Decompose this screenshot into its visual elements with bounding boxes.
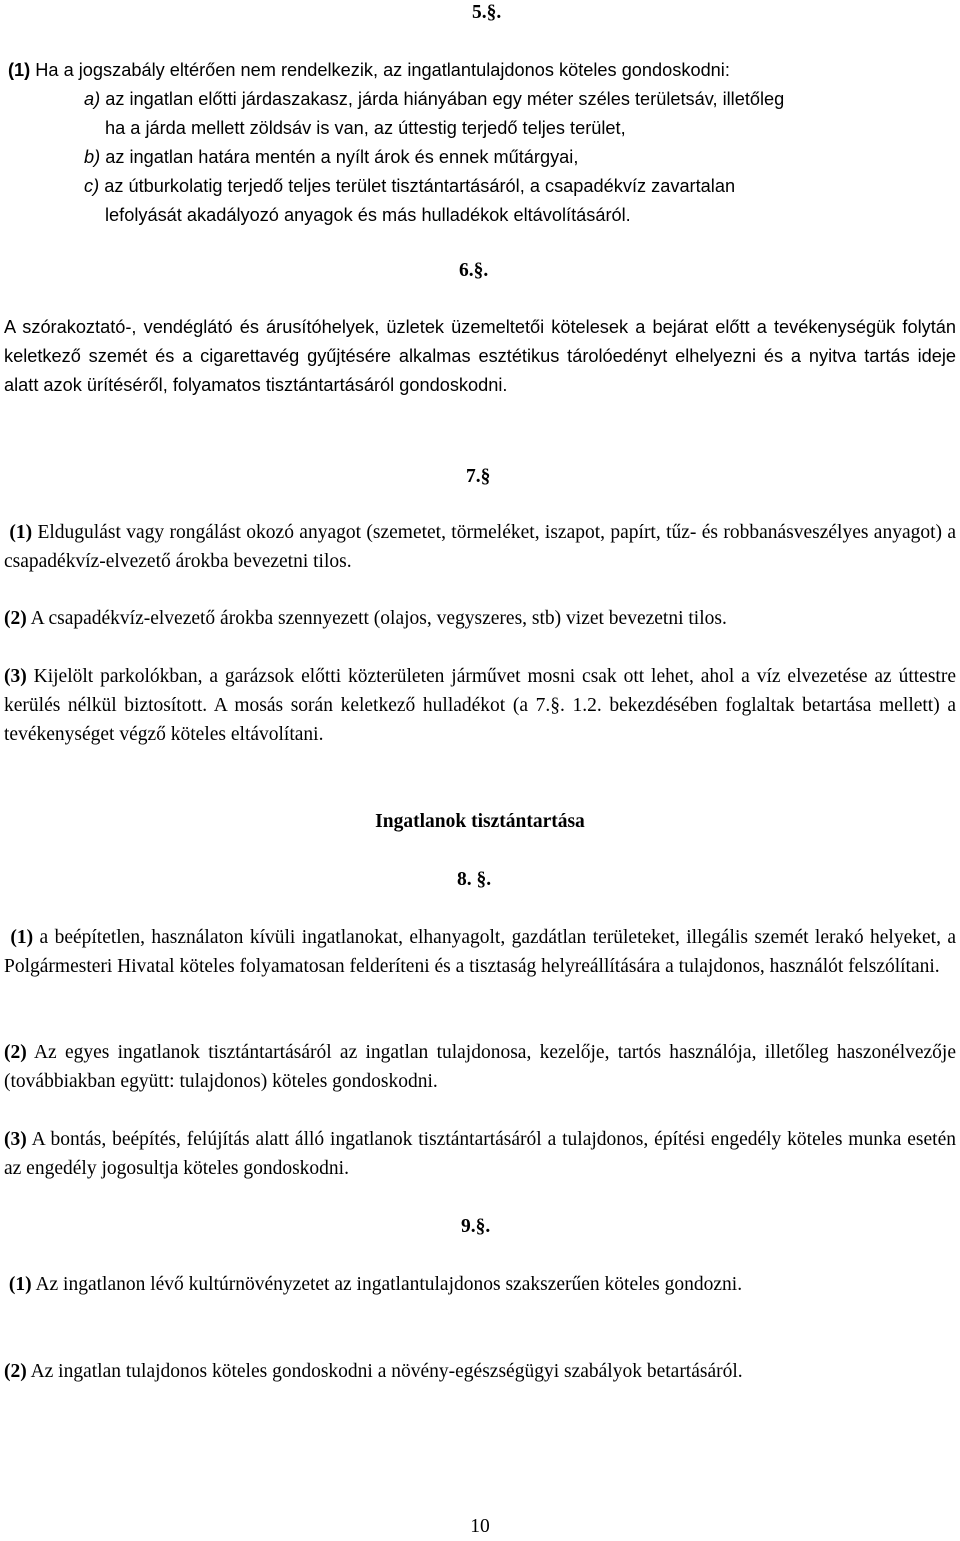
section-8-paragraph-1 [4, 923, 956, 981]
list-letter-b: b) [84, 147, 101, 167]
section-7-heading: 7.§ [466, 466, 491, 487]
section-6-heading: 6.§. [459, 260, 489, 281]
section-9-heading: 9.§. [461, 1216, 491, 1237]
paragraph-text: A bontás, beépítés, felújítás alatt álló ingatlanok tisztántartásáról a tulajdonos, építési engedély köteles munka esetén az engedély jogosultja köteles gondoskodni. [4, 1129, 956, 1179]
paragraph-number: (2) [4, 1361, 27, 1382]
paragraph-number: (1) [8, 1274, 32, 1295]
section-6-paragraph: A szórakoztató-, vendéglátó és árusítóhelyek, üzletek üzemeltetői kötelesek a bejárat előtt a tevékenységük folytán keletkező szemét és a cigarettavég gyűjtésére alkalmas esztétikus tárolóedényt elhelyezni és a nyitva tartás ideje alatt azok ürítéséről, folyamatos tisztántartásáról gondoskodni. [4, 317, 956, 395]
page-number: 10 [470, 1516, 490, 1537]
paragraph-number: (1) [9, 522, 33, 543]
section-7-paragraph-1 [4, 518, 956, 576]
list-item-a-text: az ingatlan előtti járdaszakasz, járda hiányában egy méter széles területsáv, illetőleg [105, 89, 785, 109]
paragraph-text: Kijelölt parkolókban, a garázsok előtti közterületen járművet mosni csak ott lehet, ahol a víz elvezetése az úttestre kerülés nélkül biztosított. A mosás során keletkező hulladékot (a 7.§. 1.2. bekezdésében foglaltak betartása mellett) a tevékenységet végző köteles eltávolítani. [4, 666, 956, 745]
list-item-a-continuation: ha a járda mellett zöldsáv is van, az úttestig terjedő teljes terület, [105, 118, 626, 138]
list-item-c-continuation: lefolyását akadályozó anyagok és más hulladékok eltávolításáról. [105, 205, 631, 225]
section-8-paragraph-3 [4, 1125, 956, 1183]
paragraph-number: (1) [8, 60, 31, 80]
list-item-c-text: az útburkolatig terjedő teljes terület tisztántartásáról, a csapadékvíz zavartalan [104, 176, 736, 196]
section-7-paragraph-2 [4, 604, 956, 633]
section-9-paragraph-2 [4, 1357, 956, 1386]
chapter-title: Ingatlanok tisztántartása [375, 811, 585, 832]
section-8-paragraph-2 [4, 1038, 956, 1096]
paragraph-number: (2) [4, 1042, 27, 1063]
section-5-heading: 5.§. [472, 2, 502, 23]
list-letter-a: a) [84, 89, 101, 109]
paragraph-number: (2) [4, 608, 27, 629]
list-item-b-text: az ingatlan határa mentén a nyílt árok és ennek műtárgyai, [105, 147, 579, 167]
paragraph-text: Az ingatlan tulajdonos köteles gondoskodni a növény-egészségügyi szabályok betartásáról. [30, 1361, 743, 1382]
paragraph-text: A csapadékvíz-elvezető árokba szennyezett (olajos, vegyszeres, stb) vizet bevezetni tilos. [30, 608, 727, 629]
paragraph-text: Ha a jogszabály eltérően nem rendelkezik, az ingatlantulajdonos köteles gondoskodni: [35, 60, 730, 80]
paragraph-number: (3) [4, 1129, 27, 1150]
paragraph-number: (3) [4, 666, 27, 687]
section-7-paragraph-3 [4, 662, 956, 749]
paragraph-text: Az egyes ingatlanok tisztántartásáról az ingatlan tulajdonosa, kezelője, tartós használója, illetőleg haszonélvezője (továbbiakban együtt: tulajdonos) köteles gondoskodni. [4, 1042, 956, 1092]
paragraph-text: Az ingatlanon lévő kultúrnövényzetet az ingatlantulajdonos szakszerűen köteles gondozni. [35, 1274, 743, 1295]
section-9-paragraph-1 [4, 1270, 956, 1299]
section-5-paragraph-1 [8, 56, 960, 230]
paragraph-number: (1) [10, 927, 34, 948]
paragraph-text: Eldugulást vagy rongálást okozó anyagot (szemetet, törmeléket, iszapot, papírt, tűz- és robbanásveszélyes anyagot) a csapadékvíz-elvezető árokba bevezetni tilos. [4, 522, 957, 572]
paragraph-text: a beépítetlen, használaton kívüli ingatlanokat, elhanyagolt, gazdátlan területeket, illegális szemét lerakó helyeket, a Polgármesteri Hivatal köteles folyamatosan felderíteni és a tisztaság helyreállítására a tulajdonos, használót felszólítani. [4, 927, 956, 977]
section-8-heading: 8. §. [457, 869, 492, 890]
list-letter-c: c) [84, 176, 100, 196]
